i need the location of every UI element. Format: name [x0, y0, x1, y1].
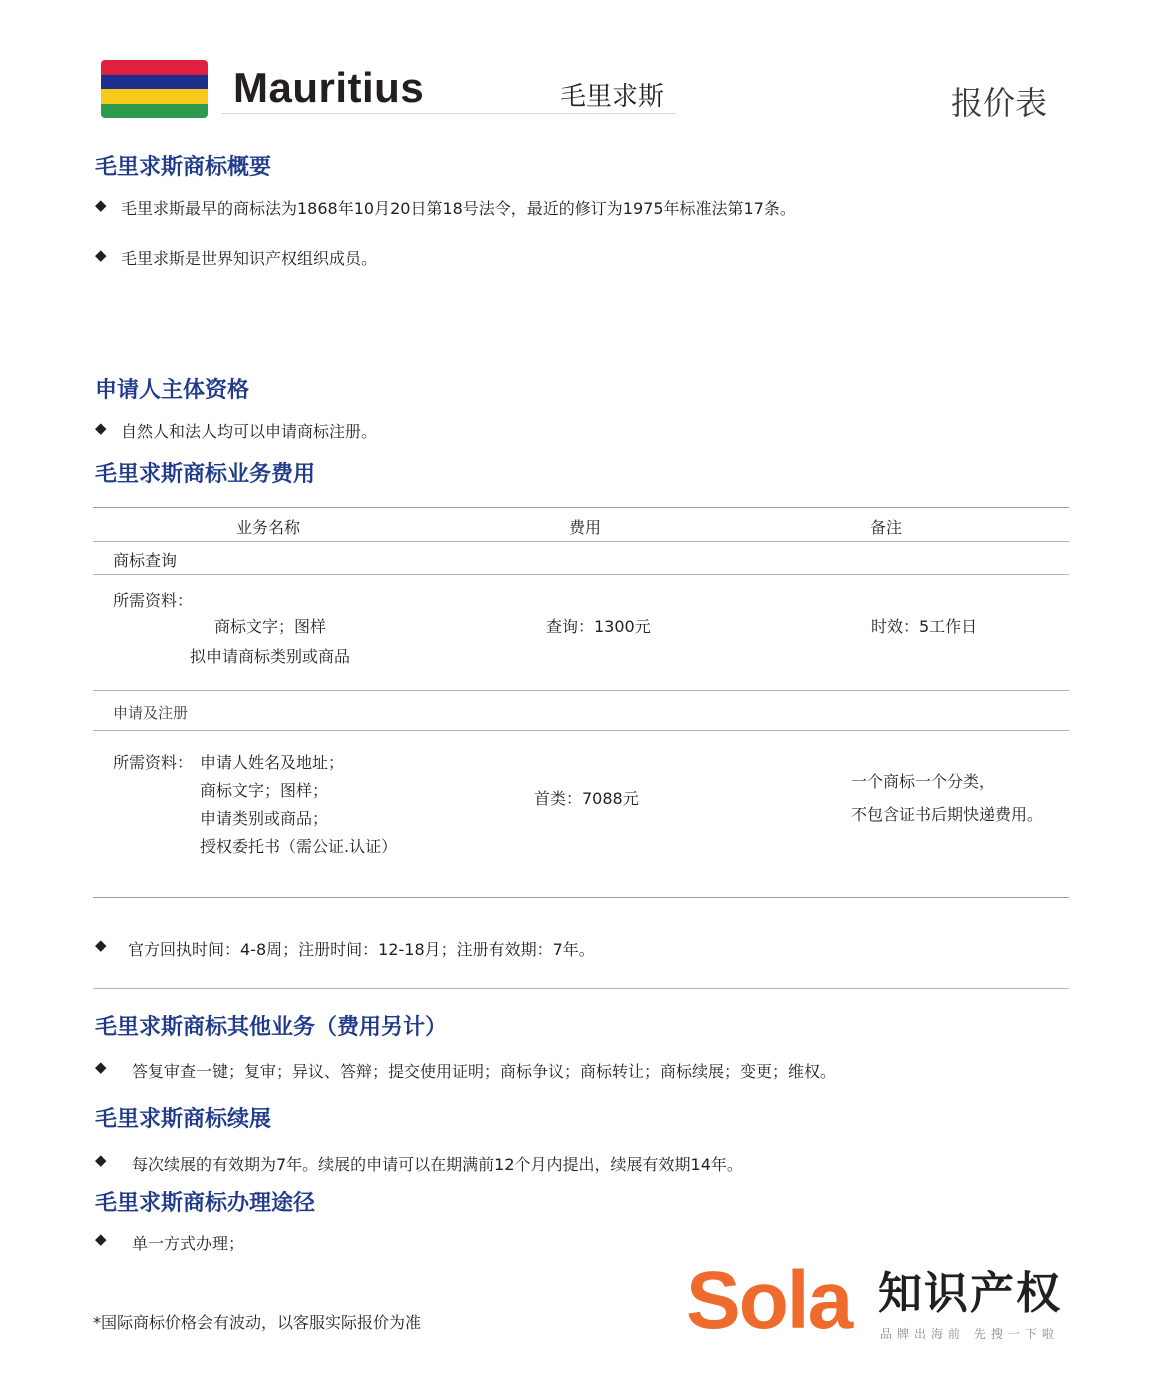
diamond-bullet-icon: ◆: [95, 246, 107, 264]
list-item: ◆ 每次续展的有效期为7年。续展的申请可以在期满前12个月内提出，续展有效期14年。: [95, 1151, 743, 1174]
column-header-note: 备注: [870, 518, 903, 537]
materials-label: 所需资料：: [113, 753, 194, 772]
quote-label: 报价表: [951, 84, 1048, 122]
mauritius-flag: [101, 60, 208, 118]
diamond-bullet-icon: ◆: [95, 1151, 107, 1169]
table-rule: [93, 574, 1069, 575]
title-underline: [221, 113, 676, 114]
country-title-cn: 毛里求斯: [560, 82, 665, 112]
applicant-heading: 申请人主体资格: [95, 378, 250, 403]
registration-note: 一个商标一个分类，: [851, 772, 996, 791]
diamond-bullet-icon: ◆: [95, 1058, 107, 1076]
list-item: ◆ 答复审查一键；复审；异议、答辩；提交使用证明；商标争议；商标转让；商标续展；变更；维权。: [95, 1058, 837, 1081]
flag-stripe-blue: [101, 75, 208, 90]
material-item: 商标文字；图样；: [200, 781, 329, 800]
logo-brand-cn: 知识产权: [878, 1268, 1062, 1319]
list-item: [95, 936, 1095, 958]
material-item: 申请人姓名及地址；: [200, 753, 345, 772]
list-item: ◆ 毛里求斯最早的商标法为1868年10月20日第18号法令，最近的修订为1975年标准法第17条。: [95, 196, 796, 218]
material-item: 拟申请商标类别或商品: [190, 647, 351, 666]
material-item: 商标文字；图样: [214, 617, 327, 636]
overview-heading: 毛里求斯商标概要: [95, 155, 272, 180]
diamond-bullet-icon: ◆: [95, 1230, 107, 1248]
table-rule: [93, 690, 1069, 691]
column-header-service: 业务名称: [236, 518, 301, 537]
column-header-fee: 费用: [569, 518, 602, 537]
search-note: 时效：5工作日: [871, 617, 978, 636]
flag-stripe-green: [101, 104, 208, 119]
section-search: 商标查询: [113, 551, 178, 570]
registration-note: 不包含证书后期快递费用。: [851, 805, 1044, 824]
flag-stripe-yellow: [101, 89, 208, 104]
price-footnote: *国际商标价格会有波动，以客服实际报价为准: [93, 1313, 422, 1332]
registration-fee: 首类：7088元: [534, 789, 639, 808]
table-bottom-rule: [93, 897, 1069, 898]
materials-label: 所需资料：: [113, 591, 194, 610]
diamond-bullet-icon: ◆: [95, 936, 107, 954]
list-item: ◆ 单一方式办理；: [95, 1230, 245, 1253]
section-divider: [93, 988, 1069, 989]
country-title-en: Mauritius: [233, 64, 425, 111]
material-item: 授权委托书（需公证.认证）: [200, 837, 398, 856]
material-item: 申请类别或商品；: [200, 809, 329, 828]
logo-slogan: 品牌出海前 先搜一下啦: [880, 1327, 1059, 1341]
channel-heading: 毛里求斯商标办理途径: [95, 1191, 316, 1216]
renewal-heading: 毛里求斯商标续展: [95, 1107, 272, 1132]
sola-logo: Sola: [686, 1255, 852, 1346]
section-registration: 申请及注册: [113, 704, 189, 722]
search-fee: 查询：1300元: [546, 617, 651, 636]
table-rule: [93, 541, 1069, 542]
fees-heading: 毛里求斯商标业务费用: [95, 462, 316, 487]
table-top-rule: [93, 507, 1069, 508]
diamond-bullet-icon: ◆: [95, 196, 107, 214]
other-heading: 毛里求斯商标其他业务（费用另计）: [95, 1015, 448, 1040]
list-item: ◆ 毛里求斯是世界知识产权组织成员。: [95, 246, 378, 268]
diamond-bullet-icon: ◆: [95, 419, 107, 437]
timeline-text: 官方回执时间：4-8周；注册时间：12-18月；注册有效期：7年。: [128, 940, 595, 959]
table-rule: [93, 730, 1069, 731]
flag-stripe-red: [101, 60, 208, 75]
list-item: ◆ 自然人和法人均可以申请商标注册。: [95, 419, 378, 441]
